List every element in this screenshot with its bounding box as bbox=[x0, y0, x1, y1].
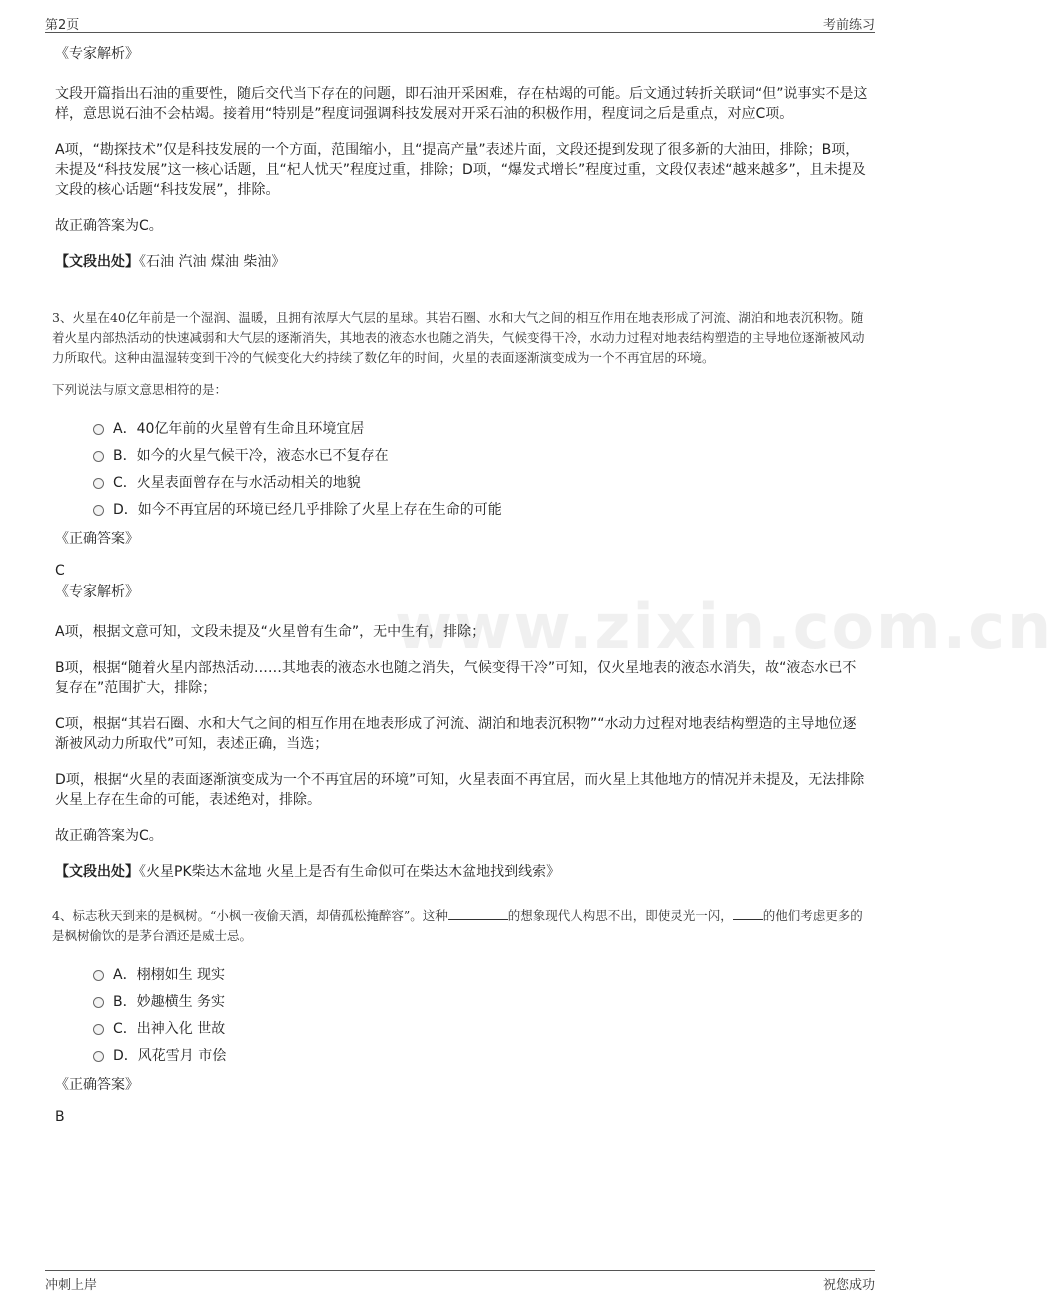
option-label: C．出神入化 世故 bbox=[113, 1020, 226, 1037]
radio-icon[interactable] bbox=[93, 1051, 104, 1062]
analysis-paragraph: D项，根据“火星的表面逐渐演变成为一个不再宜居的环境”可知，火星表面不再宜居，而火星上其他地方的情况并未提及，无法排除火星上存在生命的可能，表述绝对，排除。 bbox=[55, 772, 865, 808]
analysis-label: 《专家解析》 bbox=[55, 584, 139, 600]
question-text-part: 的他们考虑更多的是枫树偷饮的是茅台酒还是威士忌。 bbox=[52, 908, 863, 943]
source-title: 《石油 汽油 煤油 柴油》 bbox=[139, 254, 286, 270]
page-header bbox=[45, 12, 875, 33]
source-line bbox=[55, 862, 870, 882]
options-list bbox=[93, 414, 870, 522]
radio-icon[interactable] bbox=[93, 424, 104, 435]
page-footer bbox=[45, 1270, 875, 1291]
option-d[interactable] bbox=[93, 495, 870, 522]
option-c[interactable] bbox=[93, 1014, 870, 1041]
analysis-paragraph: 文段开篇指出石油的重要性，随后交代当下存在的问题，即石油开采困难，存在枯竭的可能。后文通过转折关联词“但”说事实不是这样，意思说石油不会枯竭。接着用“特别是”程度词强调科技发展对开采石油的积极作用，程度词之后是重点，对应C项。 bbox=[55, 86, 868, 122]
option-label: D．风花雪月 市侩 bbox=[113, 1047, 227, 1064]
header-title: 考前练习 bbox=[822, 18, 875, 33]
q2-analysis bbox=[55, 44, 870, 272]
analysis-label: 《专家解析》 bbox=[55, 46, 139, 62]
source-label: 【文段出处】 bbox=[55, 254, 139, 270]
analysis-conclusion: 故正确答案为C。 bbox=[55, 828, 163, 844]
radio-icon[interactable] bbox=[93, 451, 104, 462]
analysis-paragraph: B项，根据“随着火星内部热活动……其地表的液态水也随之消失，气候变得干冷”可知，仅火星地表的液态水消失，故“液态水已不复存在”范围扩大，排除； bbox=[55, 660, 857, 696]
option-label: B．妙趣横生 务实 bbox=[113, 993, 226, 1010]
answer-value: C bbox=[55, 563, 65, 579]
radio-icon[interactable] bbox=[93, 997, 104, 1008]
question-prompt: 下列说法与原文意思相符的是： bbox=[52, 382, 228, 397]
answer-label: 《正确答案》 bbox=[55, 1077, 139, 1093]
radio-icon[interactable] bbox=[93, 970, 104, 981]
question-text-part: 的想象现代人构思不出，即使灵光一闪， bbox=[507, 908, 733, 923]
option-b[interactable] bbox=[93, 441, 870, 468]
analysis-paragraph: A项，“勘探技术”仅是科技发展的一个方面，范围缩小，且“提高产量”表述片面，文段还提到发现了很多新的大油田，排除；B项，未提及“科技发展”这一核心话题，且“杞人忧天”程度过重，排除；D项，“爆发式增长”程度过重，文段仅表述“越来越多”，且未提及文段的核心话题“科技发展”，排除。 bbox=[55, 142, 866, 198]
fill-blank bbox=[448, 907, 508, 920]
question-text-part: 4、标志秋天到来的是枫树。“小枫一夜偷天酒，却倩孤松掩醉容”。这种 bbox=[52, 908, 448, 923]
analysis-paragraph: C项，根据“其岩石圈、水和大气之间的相互作用在地表形成了河流、湖泊和地表沉积物”“水动力过程对地表结构塑造的主导地位逐渐被风动力所取代”可知，表述正确，当选； bbox=[55, 716, 857, 752]
source-label: 【文段出处】 bbox=[55, 864, 139, 880]
option-c[interactable] bbox=[93, 468, 870, 495]
options-list bbox=[93, 960, 870, 1068]
fill-blank bbox=[733, 907, 763, 920]
document-body bbox=[52, 44, 870, 1126]
answer-value: B bbox=[55, 1109, 65, 1125]
analysis-conclusion: 故正确答案为C。 bbox=[55, 218, 163, 234]
question-text: 3、火星在40亿年前是一个湿润、温暖，且拥有浓厚大气层的星球。其岩石圈、水和大气之间的相互作用在地表形成了河流、湖泊和地表沉积物。随着火星内部热活动的快速减弱和大气层的逐渐消失，其地表的液态水也随之消失，气候变得干冷，水动力过程对地表结构塑造的主导地位逐渐被风动力所取代。这种由温湿转变到干冷的气候变化大约持续了数亿年的时间，火星的表面逐渐演变成为一个不再宜居的环境。 bbox=[52, 310, 865, 365]
option-label: C．火星表面曾存在与水活动相关的地貌 bbox=[113, 474, 361, 491]
page-number: 第2页 bbox=[45, 18, 80, 33]
radio-icon[interactable] bbox=[93, 478, 104, 489]
question-4 bbox=[52, 906, 870, 1126]
footer-left-text: 冲刺上岸 bbox=[45, 1278, 98, 1293]
option-a[interactable] bbox=[93, 414, 870, 441]
source-title: 《火星PK柴达木盆地 火星上是否有生命似可在柴达木盆地找到线索》 bbox=[139, 864, 561, 880]
watermark: www.zixin.com.cn bbox=[395, 590, 1053, 663]
analysis-paragraph: A项，根据文意可知，文段未提及“火星曾有生命”，无中生有，排除； bbox=[55, 624, 486, 640]
answer-label: 《正确答案》 bbox=[55, 531, 139, 547]
option-d[interactable] bbox=[93, 1041, 870, 1068]
option-a[interactable] bbox=[93, 960, 870, 987]
question-text bbox=[52, 906, 870, 946]
option-label: A．40亿年前的火星曾有生命且环境宜居 bbox=[113, 420, 365, 437]
option-label: A．栩栩如生 现实 bbox=[113, 966, 226, 983]
footer-right-text: 祝您成功 bbox=[822, 1278, 875, 1293]
source-line bbox=[55, 252, 870, 272]
option-label: B．如今的火星气候干冷，液态水已不复存在 bbox=[113, 447, 389, 464]
radio-icon[interactable] bbox=[93, 1024, 104, 1035]
option-label: D．如今不再宜居的环境已经几乎排除了火星上存在生命的可能 bbox=[113, 501, 502, 518]
question-3 bbox=[52, 308, 870, 882]
option-b[interactable] bbox=[93, 987, 870, 1014]
radio-icon[interactable] bbox=[93, 505, 104, 516]
